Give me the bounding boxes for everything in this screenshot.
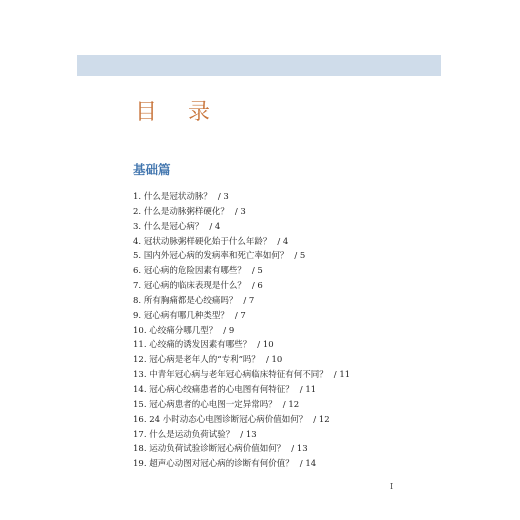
- toc-separator: /: [223, 325, 227, 336]
- toc-separator: /: [299, 459, 303, 470]
- toc-item-text: 24 小时动态心电图诊断冠心病价值如何？: [149, 414, 308, 425]
- toc-item-page: 12: [318, 414, 330, 425]
- toc-item-page: 7: [240, 310, 246, 321]
- toc-item-page: 14: [305, 459, 317, 470]
- toc-separator: /: [234, 310, 238, 321]
- toc-item-page: 11: [339, 370, 351, 381]
- toc-item-text: 运动负荷试验诊断冠心病价值如何？: [149, 444, 286, 455]
- toc-separator: /: [294, 251, 298, 262]
- toc-item-page: 4: [282, 236, 289, 247]
- toc-item-number: 14.: [133, 384, 147, 395]
- section-heading: 基础篇: [133, 162, 171, 177]
- toc-item-number: 13.: [133, 370, 147, 381]
- toc-item-page: 4: [214, 221, 221, 232]
- toc-item-page: 9: [228, 325, 235, 336]
- toc-item-text: 冠心病的危险因素有哪些？: [143, 266, 246, 277]
- toc-item-text: 什么是冠状动脉？: [143, 192, 212, 202]
- toc-item-number: 5.: [133, 251, 142, 262]
- toc-item[interactable]: [133, 428, 433, 443]
- toc-item-text: 中青年冠心病与老年冠心病临床特征有何不同？: [149, 370, 328, 381]
- toc-item[interactable]: [133, 235, 433, 250]
- toc-item-text: 心绞痛的诱发因素有哪些？: [149, 340, 252, 351]
- toc-item-text: 冠心病有哪几种类型？: [143, 310, 229, 321]
- toc-item-page: 6: [257, 281, 263, 292]
- header-band: [77, 55, 441, 76]
- toc-item-number: 16.: [133, 414, 147, 425]
- toc-item-number: 12.: [133, 355, 147, 366]
- toc-item[interactable]: [133, 383, 433, 398]
- toc-item-number: 9.: [133, 310, 142, 321]
- toc-item-text: 冠心病的临床表现是什么？: [143, 281, 246, 292]
- toc-item-number: 3.: [133, 221, 142, 232]
- toc-item-number: 4.: [133, 236, 142, 247]
- toc-separator: /: [299, 384, 303, 395]
- toc-item-number: 11.: [133, 340, 147, 351]
- toc-item-page: 10: [271, 355, 283, 366]
- toc-item-page: 5: [257, 266, 263, 277]
- toc-item-number: 10.: [133, 325, 147, 336]
- toc-item-text: 冠心病是老年人的“专利”吗？: [149, 355, 260, 366]
- toc-item[interactable]: [133, 249, 433, 264]
- toc-item[interactable]: [133, 398, 433, 413]
- toc-item-page: 7: [248, 295, 255, 306]
- toc-item-page: 3: [240, 206, 246, 217]
- toc-separator: /: [251, 281, 255, 292]
- toc-item-text: 所有胸痛都是心绞痛吗？: [143, 295, 238, 306]
- toc-item[interactable]: [133, 368, 433, 383]
- toc-item-page: 13: [296, 444, 308, 455]
- toc-item[interactable]: [133, 338, 433, 353]
- toc-list: [133, 190, 433, 472]
- toc-item[interactable]: [133, 309, 433, 324]
- toc-item-number: 8.: [133, 295, 142, 306]
- toc-separator: /: [251, 266, 255, 277]
- toc-item[interactable]: [133, 353, 433, 368]
- toc-item-text: 什么是运动负荷试验？: [149, 429, 235, 440]
- toc-separator: /: [333, 370, 337, 381]
- toc-item-text: 冠心病心绞痛患者的心电图有何特征？: [149, 384, 294, 395]
- toc-item-text: 冠状动脉粥样硬化始于什么年龄？: [143, 236, 272, 247]
- toc-item[interactable]: [133, 220, 433, 235]
- toc-item-page: 13: [245, 429, 257, 440]
- toc-separator: /: [313, 414, 317, 425]
- toc-separator: /: [277, 236, 281, 247]
- toc-item-page: 5: [299, 251, 306, 262]
- toc-item[interactable]: [133, 413, 433, 428]
- toc-item-number: 2.: [133, 206, 142, 217]
- toc-item-page: 12: [288, 399, 300, 410]
- toc-title: 目 录: [135, 100, 222, 125]
- toc-item-text: 什么是动脉粥样硬化？: [143, 206, 229, 217]
- toc-item-number: 7.: [133, 281, 142, 292]
- toc-item-number: 19.: [133, 459, 147, 470]
- toc-separator: /: [265, 355, 269, 366]
- toc-separator: /: [240, 429, 244, 440]
- toc-item[interactable]: [133, 190, 433, 205]
- toc-item[interactable]: [133, 324, 433, 339]
- toc-item[interactable]: [133, 205, 433, 220]
- toc-item-page: 11: [305, 384, 317, 395]
- toc-item-text: 国内外冠心病的发病率和死亡率如何？: [143, 251, 289, 262]
- toc-item[interactable]: [133, 294, 433, 309]
- toc-item-text: 什么是冠心病？: [143, 221, 204, 232]
- toc-item-text: 心绞痛分哪几型？: [149, 325, 218, 336]
- toc-separator: /: [291, 444, 295, 455]
- toc-item[interactable]: [133, 442, 433, 457]
- toc-item-page: 3: [223, 192, 229, 202]
- toc-separator: /: [234, 206, 238, 217]
- toc-item[interactable]: [133, 279, 433, 294]
- toc-item-number: 6.: [133, 266, 142, 277]
- toc-separator: /: [257, 340, 261, 351]
- toc-item-number: 1.: [133, 192, 142, 202]
- toc-separator: /: [209, 221, 213, 232]
- toc-item-text: 超声心动图对冠心病的诊断有何价值？: [149, 459, 294, 470]
- toc-item-number: 15.: [133, 399, 147, 410]
- toc-item-page: 10: [262, 340, 274, 351]
- toc-item-text: 冠心病患者的心电图一定异常吗？: [149, 399, 277, 410]
- toc-item[interactable]: [133, 264, 433, 279]
- page-number: I: [390, 482, 394, 491]
- toc-item[interactable]: [133, 457, 433, 472]
- toc-separator: /: [217, 192, 221, 202]
- toc-item-number: 17.: [133, 429, 147, 440]
- toc-item-number: 18.: [133, 444, 147, 455]
- toc-separator: /: [243, 295, 247, 306]
- toc-separator: /: [282, 399, 286, 410]
